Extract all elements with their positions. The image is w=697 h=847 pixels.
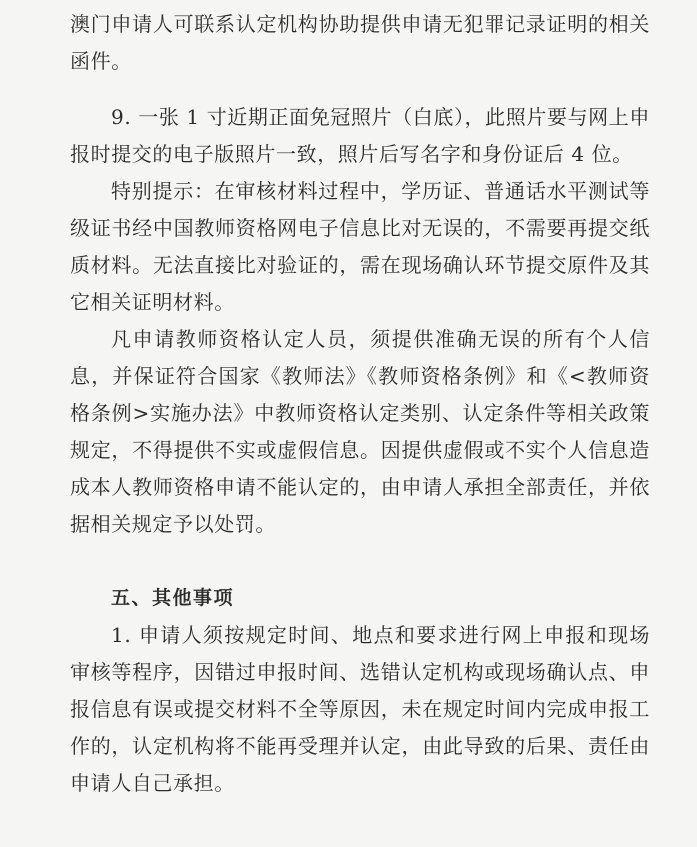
- paragraph-applicant-obligations: 凡申请教师资格认定人员，须提供准确无误的所有个人信息，并保证符合国家《教师法》《教师资格条例》和《<教师资格条例>实施办法》中教师资格认定类别、认定条件等相关政策规定，不得提供不实或虚假信息。因提供虚假或不实个人信息造成本人教师资格申请不能认定的，由申请人承担全部责任，并依据相关规定予以处罚。: [70, 327, 650, 537]
- paragraph-macau-applicant: 澳门申请人可联系认定机构协助提供申请无犯罪记录证明的相关函件。: [70, 12, 650, 74]
- paragraph-special-notice: 特别提示：在审核材料过程中，学历证、普通话水平测试等级证书经中国教师资格网电子信息比对无误的，不需要再提交纸质材料。无法直接比对验证的，需在现场确认环节提交原件及其它相关证明材料。: [70, 179, 650, 315]
- paragraph-item-9-photo: 9. 一张 1 寸近期正面免冠照片（白底），此照片要与网上申报时提交的电子版照片一致，照片后写名字和身份证后 4 位。: [70, 105, 650, 167]
- paragraph-item-1-procedures: 1. 申请人须按规定时间、地点和要求进行网上申报和现场审核等程序，因错过申报时间、选错认定机构或现场确认点、申报信息有误或提交材料不全等原因，未在规定时间内完成申报工作的，认定机构将不能再受理并认定，由此导致的后果、责任由申请人自己承担。: [70, 623, 650, 796]
- section-heading-other-matters: 五、其他事项: [111, 587, 235, 609]
